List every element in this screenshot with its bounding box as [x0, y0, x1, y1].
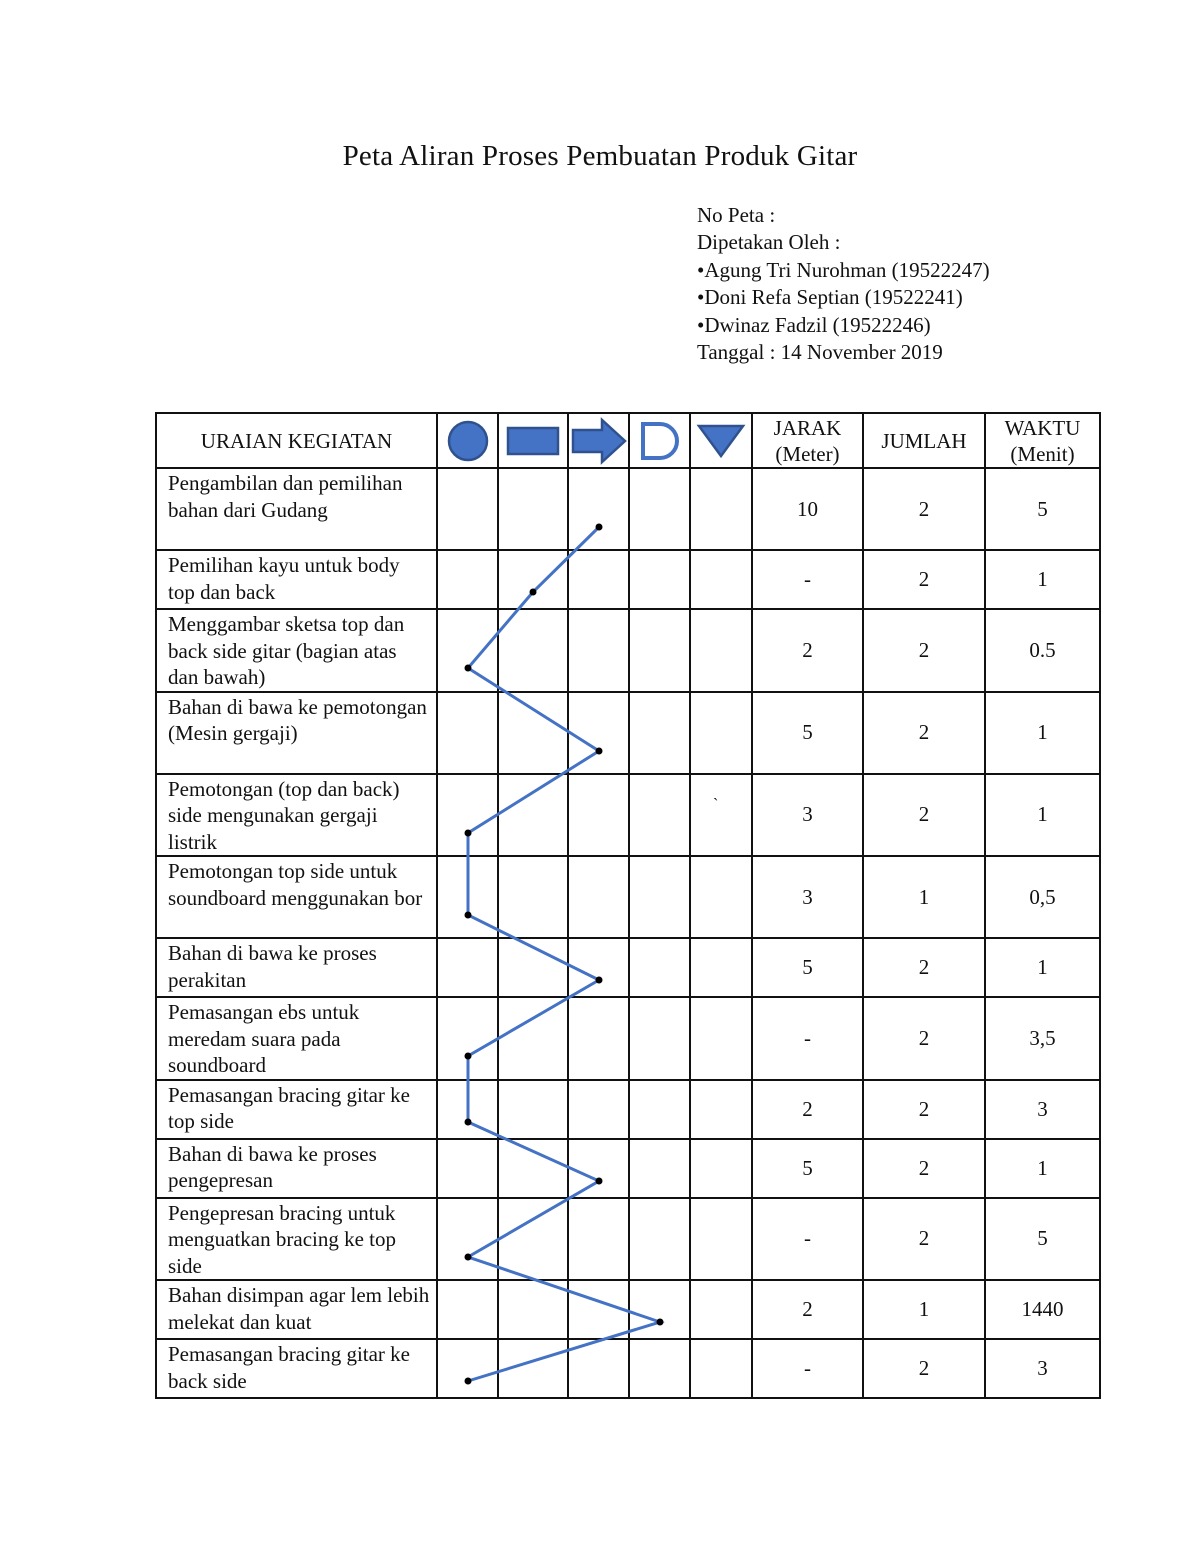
symbol-cell-operation-circle: [437, 1080, 498, 1139]
symbol-cell-delay-d: [629, 774, 690, 857]
activity-description: Menggambar sketsa top dan back side gitar (bagian atas dan bawah): [156, 609, 437, 692]
activity-description: Pemasangan ebs untuk meredam suara pada soundboard: [156, 997, 437, 1080]
jumlah-value: 2: [863, 774, 985, 857]
activity-description: Bahan di bawa ke proses perakitan: [156, 938, 437, 997]
table-row: [156, 550, 1100, 609]
symbol-cell-transport-arrow: [568, 856, 629, 938]
symbol-cell-transport-arrow: [568, 1080, 629, 1139]
activity-description: Pemasangan bracing gitar ke top side: [156, 1080, 437, 1139]
symbol-cell-inspection-rectangle: [498, 856, 568, 938]
table-row: [156, 609, 1100, 692]
activity-description: Pengambilan dan pemilihan bahan dari Gudang: [156, 468, 437, 550]
activity-description: Bahan disimpan agar lem lebih melekat dan kuat: [156, 1280, 437, 1339]
jarak-value: 3: [752, 774, 863, 857]
transport-arrow-icon: [570, 417, 628, 465]
symbol-cell-transport-arrow: [568, 692, 629, 774]
jumlah-value: 2: [863, 550, 985, 609]
jumlah-value: 2: [863, 997, 985, 1080]
symbol-cell-operation-circle: [437, 1139, 498, 1198]
waktu-value: 3: [985, 1339, 1100, 1398]
symbol-cell-storage-triangle: [690, 938, 752, 997]
symbol-cell-delay-d: [629, 1080, 690, 1139]
symbol-cell-storage-triangle: [690, 1280, 752, 1339]
symbol-cell-delay-d: [629, 609, 690, 692]
activity-description: Pemasangan bracing gitar ke back side: [156, 1339, 437, 1398]
table-row: [156, 774, 1100, 857]
symbol-cell-transport-arrow: [568, 938, 629, 997]
header-delay: [629, 413, 690, 468]
table-row: [156, 1198, 1100, 1281]
jarak-value: -: [752, 997, 863, 1080]
symbol-cell-operation-circle: [437, 774, 498, 857]
symbol-cell-operation-circle: [437, 468, 498, 550]
table-row: [156, 997, 1100, 1080]
header-jarak-line1: JARAK: [773, 415, 842, 440]
dipetakan-oleh-label: Dipetakan Oleh :: [697, 230, 841, 255]
waktu-value: 1: [985, 550, 1100, 609]
symbol-cell-delay-d: [629, 856, 690, 938]
symbol-cell-storage-triangle: [690, 856, 752, 938]
table-row: [156, 1280, 1100, 1339]
jumlah-value: 2: [863, 938, 985, 997]
activity-description: Pengepresan bracing untuk menguatkan bracing ke top side: [156, 1198, 437, 1281]
header-jumlah: JUMLAH: [863, 413, 985, 468]
table-row: [156, 1080, 1100, 1139]
symbol-cell-transport-arrow: [568, 609, 629, 692]
jumlah-value: 2: [863, 468, 985, 550]
waktu-value: 3: [985, 1080, 1100, 1139]
delay-d-icon: [638, 421, 682, 461]
symbol-cell-inspection-rectangle: [498, 609, 568, 692]
inspection-rectangle-icon: [505, 424, 561, 458]
symbol-cell-delay-d: [629, 1280, 690, 1339]
waktu-value: 1: [985, 774, 1100, 857]
member-2: •Doni Refa Septian (19522241): [697, 285, 963, 310]
symbol-cell-transport-arrow: [568, 1139, 629, 1198]
table-row: [156, 692, 1100, 774]
symbol-cell-inspection-rectangle: [498, 692, 568, 774]
symbol-cell-delay-d: [629, 938, 690, 997]
symbol-cell-operation-circle: [437, 938, 498, 997]
jarak-value: 2: [752, 1280, 863, 1339]
jarak-value: 2: [752, 1080, 863, 1139]
jumlah-value: 2: [863, 1080, 985, 1139]
symbol-cell-inspection-rectangle: [498, 938, 568, 997]
waktu-value: 0.5: [985, 609, 1100, 692]
symbol-cell-inspection-rectangle: [498, 774, 568, 857]
header-uraian: URAIAN KEGIATAN: [156, 413, 437, 468]
jumlah-value: 2: [863, 692, 985, 774]
jumlah-value: 2: [863, 1339, 985, 1398]
jumlah-value: 2: [863, 609, 985, 692]
symbol-cell-operation-circle: [437, 692, 498, 774]
symbol-cell-transport-arrow: [568, 1280, 629, 1339]
symbol-cell-delay-d: [629, 1339, 690, 1398]
symbol-cell-storage-triangle: [690, 550, 752, 609]
symbol-cell-inspection-rectangle: [498, 1080, 568, 1139]
jarak-value: 3: [752, 856, 863, 938]
jarak-value: 5: [752, 692, 863, 774]
symbol-cell-storage-triangle: [690, 1339, 752, 1398]
symbol-cell-operation-circle: [437, 1198, 498, 1281]
symbol-cell-delay-d: [629, 1198, 690, 1281]
symbol-cell-transport-arrow: [568, 1198, 629, 1281]
header-storage: [690, 413, 752, 468]
symbol-cell-operation-circle: [437, 550, 498, 609]
member-1: •Agung Tri Nurohman (19522247): [697, 257, 990, 282]
jarak-value: 2: [752, 609, 863, 692]
symbol-cell-delay-d: [629, 997, 690, 1080]
activity-description: Pemilihan kayu untuk body top dan back: [156, 550, 437, 609]
symbol-cell-inspection-rectangle: [498, 997, 568, 1080]
symbol-cell-inspection-rectangle: [498, 1280, 568, 1339]
no-peta-label: No Peta :: [697, 203, 776, 227]
symbol-cell-storage-triangle: [690, 774, 752, 857]
symbol-cell-storage-triangle: [690, 609, 752, 692]
tanggal-label: Tanggal : 14 November 2019: [697, 340, 943, 365]
symbol-cell-operation-circle: [437, 1339, 498, 1398]
symbol-cell-operation-circle: [437, 609, 498, 692]
header-operation: [437, 413, 498, 468]
activity-description: Bahan di bawa ke pemotongan (Mesin gergaji): [156, 692, 437, 774]
symbol-cell-storage-triangle: [690, 997, 752, 1080]
table-row: [156, 938, 1100, 997]
symbol-cell-inspection-rectangle: [498, 550, 568, 609]
symbol-cell-storage-triangle: [690, 692, 752, 774]
symbol-cell-transport-arrow: [568, 468, 629, 550]
symbol-cell-transport-arrow: [568, 774, 629, 857]
jumlah-value: 2: [863, 1139, 985, 1198]
waktu-value: 1440: [985, 1280, 1100, 1339]
page-title: Peta Aliran Proses Pembuatan Produk Gitar: [342, 140, 858, 172]
header-transport: [568, 413, 629, 468]
waktu-value: 1: [985, 692, 1100, 774]
jarak-value: -: [752, 550, 863, 609]
header-waktu: [985, 413, 1100, 468]
activity-description: Bahan di bawa ke proses pengepresan: [156, 1139, 437, 1198]
waktu-value: 5: [985, 1198, 1100, 1281]
symbol-cell-storage-triangle: [690, 1139, 752, 1198]
symbol-cell-storage-triangle: [690, 1198, 752, 1281]
waktu-value: 3,5: [985, 997, 1100, 1080]
symbol-cell-operation-circle: [437, 997, 498, 1080]
symbol-cell-transport-arrow: [568, 550, 629, 609]
symbol-cell-inspection-rectangle: [498, 1339, 568, 1398]
activity-description: Pemotongan top side untuk soundboard menggunakan bor: [156, 856, 437, 938]
header-row: [156, 413, 1100, 468]
process-flow-table: [155, 412, 1101, 1399]
symbol-cell-transport-arrow: [568, 997, 629, 1080]
symbol-cell-transport-arrow: [568, 1339, 629, 1398]
symbol-cell-delay-d: [629, 692, 690, 774]
symbol-cell-inspection-rectangle: [498, 1198, 568, 1281]
operation-circle-icon: [446, 419, 490, 463]
jumlah-value: 1: [863, 856, 985, 938]
header-inspection: [498, 413, 568, 468]
symbol-cell-inspection-rectangle: [498, 468, 568, 550]
symbol-cell-delay-d: [629, 550, 690, 609]
header-waktu-line2: (Menit): [1010, 441, 1075, 466]
table-row: [156, 468, 1100, 550]
jumlah-value: 1: [863, 1280, 985, 1339]
chart-metadata: [697, 202, 990, 366]
symbol-cell-delay-d: [629, 468, 690, 550]
table-row: [156, 856, 1100, 938]
symbol-cell-storage-triangle: [690, 468, 752, 550]
storage-triangle-icon: [696, 423, 746, 459]
symbol-cell-operation-circle: [437, 1280, 498, 1339]
header-waktu-line1: WAKTU: [1004, 415, 1081, 440]
activity-description: Pemotongan (top dan back) side mengunakan gergaji listrik: [156, 774, 437, 857]
jarak-value: 5: [752, 938, 863, 997]
header-jarak: [752, 413, 863, 468]
header-jarak-line2: (Meter): [775, 441, 840, 466]
jarak-value: 10: [752, 468, 863, 550]
table-row: [156, 1139, 1100, 1198]
table-row: [156, 1339, 1100, 1398]
symbol-cell-operation-circle: [437, 856, 498, 938]
waktu-value: 1: [985, 938, 1100, 997]
tick-mark: `: [713, 796, 719, 814]
symbol-cell-inspection-rectangle: [498, 1139, 568, 1198]
waktu-value: 1: [985, 1139, 1100, 1198]
jarak-value: -: [752, 1198, 863, 1281]
member-3: •Dwinaz Fadzil (19522246): [697, 312, 931, 337]
jarak-value: 5: [752, 1139, 863, 1198]
waktu-value: 5: [985, 468, 1100, 550]
jarak-value: -: [752, 1339, 863, 1398]
symbol-cell-storage-triangle: [690, 1080, 752, 1139]
symbol-cell-delay-d: [629, 1139, 690, 1198]
waktu-value: 0,5: [985, 856, 1100, 938]
jumlah-value: 2: [863, 1198, 985, 1281]
